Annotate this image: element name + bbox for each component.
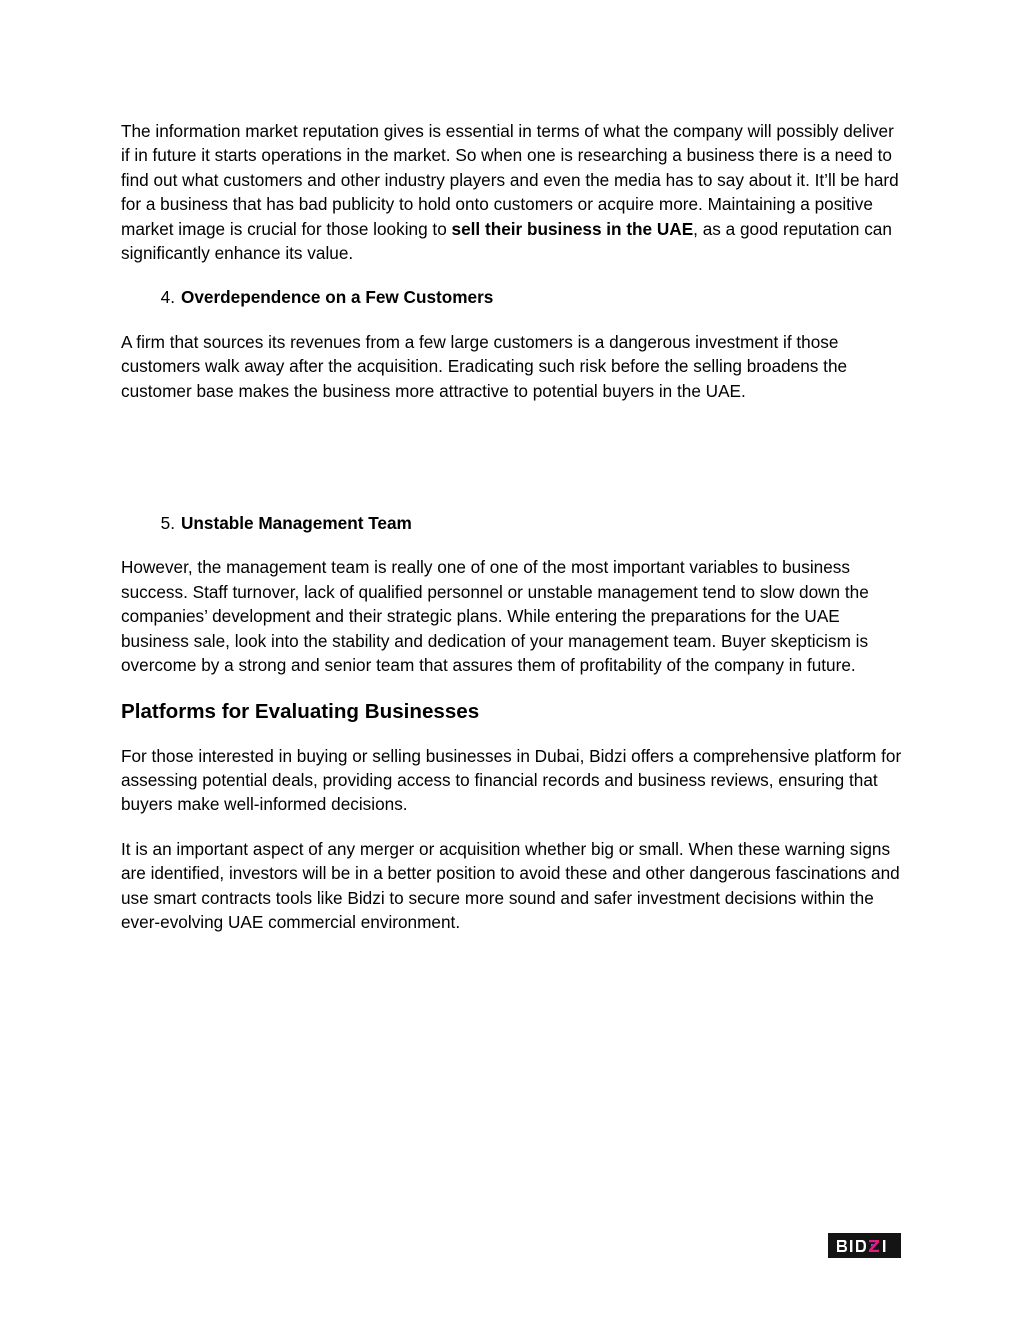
bidzi-logo-mark (836, 1239, 894, 1253)
list-number: 5. (160, 513, 175, 534)
paragraph-text: The information market reputation gives is essential in terms of what the company will possibly deliver if in future it starts operations in the market. So when one is researching a business there is a need to find out what customers and other industry players and even the media has to say about it. It’ll be hard for a business that has bad publicity to hold onto customers or acquire more. Maintaining a positive market image is crucial for those looking to (121, 121, 899, 239)
paragraph-platforms: For those interested in buying or selling businesses in Dubai, Bidzi offers a comprehensive platform for assessing potential deals, providing access to financial records and business reviews, ensuring that buyers make well-informed decisions. (121, 745, 902, 815)
paragraph-customers: A firm that sources its revenues from a few large customers is a dangerous investment if those customers walk away after the acquisition. Eradicating such risk before the selling broadens the customer base makes the business more attractive to potential buyers in the UAE. (121, 331, 848, 401)
list-item-5 (121, 511, 904, 535)
document-body (121, 119, 904, 934)
paragraph-reputation (121, 119, 904, 265)
paragraph-conclusion: It is an important aspect of any merger or acquisition whether big or small. When these warning signs are identified, investors will be in a better position to avoid these and other dangerous fascinations and use smart contracts tools like Bidzi to secure more sound and safer investment decisions within the ever-evolving UAE commercial environment. (121, 838, 900, 932)
section-heading: Platforms for Evaluating Businesses (121, 699, 480, 723)
paragraph-text: , as a good reputation can significantly enhance its value. (121, 218, 892, 264)
list-item-4 (121, 285, 904, 309)
paragraph-management: However, the management team is really one of one of the most important variables to business success. Staff turnover, lack of qualified personnel or unstable management tend to slow down the companies’ development and their strategic plans. While entering the preparations for the UAE business sale, look into the stability and dedication of your management team. Buyer skepticism is overcome by a strong and senior team that assures them of profitability of the company in future. (121, 557, 869, 676)
bold-phrase-sell-business: sell their business in the UAE (451, 218, 694, 239)
bidzi-logo (828, 1233, 901, 1258)
list-item-title: Unstable Management Team (181, 513, 412, 534)
list-number: 4. (160, 287, 175, 308)
list-item-title: Overdependence on a Few Customers (181, 287, 494, 308)
